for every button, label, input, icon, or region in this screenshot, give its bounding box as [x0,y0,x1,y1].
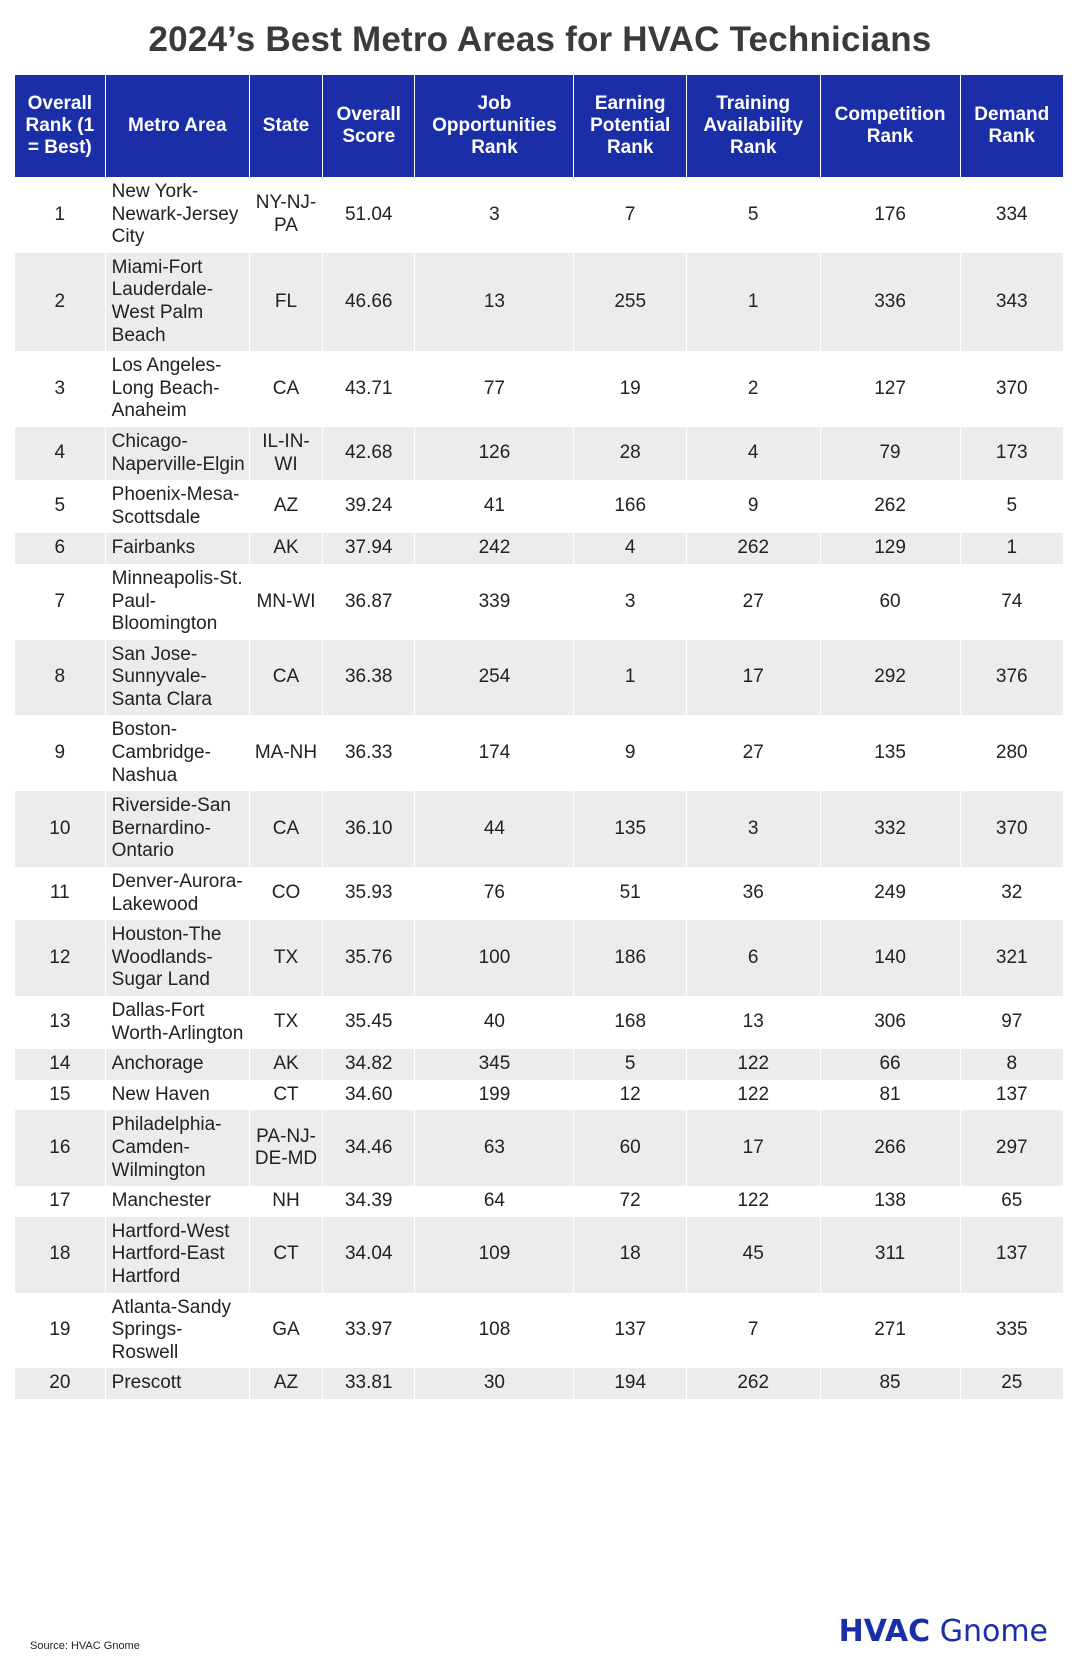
cell-competition-rank: 266 [820,1110,960,1186]
cell-training-availability-rank: 36 [686,867,820,920]
table-row [15,480,1063,533]
cell-job-opportunities-rank: 109 [415,1217,574,1293]
cell-earning-potential-rank: 194 [574,1368,686,1399]
cell-training-availability-rank: 7 [686,1293,820,1369]
cell-overall-score: 51.04 [323,177,415,253]
cell-overall-score: 37.94 [323,533,415,564]
cell-competition-rank: 138 [820,1186,960,1217]
cell-metro-area: Los Angeles-Long Beach-Anaheim [105,351,249,427]
brand-logo-bold: HVAC [838,1614,931,1649]
cell-overall-score: 34.39 [323,1186,415,1217]
cell-state: CA [249,351,322,427]
cell-job-opportunities-rank: 242 [415,533,574,564]
cell-overall-rank: 3 [15,351,105,427]
cell-metro-area: Hartford-West Hartford-East Hartford [105,1217,249,1293]
cell-earning-potential-rank: 168 [574,996,686,1049]
cell-state: AZ [249,1368,322,1399]
source-note: Source: HVAC Gnome [30,1640,140,1652]
cell-training-availability-rank: 3 [686,791,820,867]
cell-overall-score: 33.97 [323,1293,415,1369]
cell-overall-rank: 6 [15,533,105,564]
cell-job-opportunities-rank: 63 [415,1110,574,1186]
cell-job-opportunities-rank: 64 [415,1186,574,1217]
cell-competition-rank: 332 [820,791,960,867]
table-row [15,996,1063,1049]
cell-competition-rank: 81 [820,1080,960,1111]
cell-earning-potential-rank: 7 [574,177,686,253]
table-row [15,1186,1063,1217]
cell-metro-area: Fairbanks [105,533,249,564]
cell-metro-area: Manchester [105,1186,249,1217]
table-body [15,177,1063,1399]
cell-job-opportunities-rank: 41 [415,480,574,533]
cell-earning-potential-rank: 255 [574,253,686,351]
cell-overall-score: 35.93 [323,867,415,920]
cell-competition-rank: 135 [820,715,960,791]
cell-state: TX [249,920,322,996]
cell-job-opportunities-rank: 40 [415,996,574,1049]
cell-earning-potential-rank: 4 [574,533,686,564]
cell-competition-rank: 66 [820,1049,960,1080]
cell-state: CA [249,640,322,716]
cell-overall-score: 34.46 [323,1110,415,1186]
cell-training-availability-rank: 5 [686,177,820,253]
cell-demand-rank: 74 [960,564,1063,640]
table-row [15,533,1063,564]
cell-job-opportunities-rank: 77 [415,351,574,427]
cell-job-opportunities-rank: 199 [415,1080,574,1111]
cell-metro-area: Atlanta-Sandy Springs-Roswell [105,1293,249,1369]
cell-overall-rank: 14 [15,1049,105,1080]
cell-training-availability-rank: 122 [686,1186,820,1217]
cell-state: MA-NH [249,715,322,791]
cell-demand-rank: 334 [960,177,1063,253]
cell-demand-rank: 297 [960,1110,1063,1186]
cell-earning-potential-rank: 9 [574,715,686,791]
table-row [15,920,1063,996]
cell-demand-rank: 370 [960,351,1063,427]
cell-overall-score: 36.38 [323,640,415,716]
cell-overall-score: 43.71 [323,351,415,427]
cell-metro-area: Houston-The Woodlands-Sugar Land [105,920,249,996]
cell-metro-area: New York-Newark-Jersey City [105,177,249,253]
cell-earning-potential-rank: 3 [574,564,686,640]
cell-overall-rank: 9 [15,715,105,791]
column-header-demand-rank: Demand Rank [960,75,1063,177]
cell-demand-rank: 137 [960,1217,1063,1293]
cell-competition-rank: 140 [820,920,960,996]
cell-training-availability-rank: 13 [686,996,820,1049]
cell-job-opportunities-rank: 345 [415,1049,574,1080]
cell-metro-area: Boston-Cambridge-Nashua [105,715,249,791]
cell-training-availability-rank: 45 [686,1217,820,1293]
cell-overall-score: 35.76 [323,920,415,996]
table-row [15,1293,1063,1369]
cell-job-opportunities-rank: 174 [415,715,574,791]
cell-overall-rank: 10 [15,791,105,867]
cell-state: AK [249,1049,322,1080]
cell-competition-rank: 262 [820,480,960,533]
cell-training-availability-rank: 1 [686,253,820,351]
cell-overall-rank: 2 [15,253,105,351]
cell-overall-rank: 11 [15,867,105,920]
cell-competition-rank: 249 [820,867,960,920]
cell-earning-potential-rank: 137 [574,1293,686,1369]
cell-demand-rank: 376 [960,640,1063,716]
cell-job-opportunities-rank: 13 [415,253,574,351]
brand-logo [839,1614,1048,1649]
cell-job-opportunities-rank: 126 [415,427,574,480]
cell-earning-potential-rank: 18 [574,1217,686,1293]
cell-earning-potential-rank: 135 [574,791,686,867]
cell-overall-rank: 1 [15,177,105,253]
cell-training-availability-rank: 4 [686,427,820,480]
cell-demand-rank: 137 [960,1080,1063,1111]
cell-state: AZ [249,480,322,533]
cell-state: CT [249,1080,322,1111]
cell-training-availability-rank: 17 [686,1110,820,1186]
table-row [15,867,1063,920]
cell-metro-area: Minneapolis-St. Paul-Bloomington [105,564,249,640]
table-row [15,351,1063,427]
table-row [15,177,1063,253]
table-row [15,791,1063,867]
cell-metro-area: Phoenix-Mesa-Scottsdale [105,480,249,533]
cell-metro-area: Philadelphia-Camden-Wilmington [105,1110,249,1186]
page-title: 2024’s Best Metro Areas for HVAC Technicians [148,20,932,59]
cell-overall-score: 34.82 [323,1049,415,1080]
cell-overall-rank: 15 [15,1080,105,1111]
cell-competition-rank: 311 [820,1217,960,1293]
cell-state: PA-NJ-DE-MD [249,1110,322,1186]
cell-training-availability-rank: 6 [686,920,820,996]
table-row [15,715,1063,791]
table-row [15,564,1063,640]
cell-metro-area: Riverside-San Bernardino-Ontario [105,791,249,867]
cell-job-opportunities-rank: 44 [415,791,574,867]
cell-state: NH [249,1186,322,1217]
cell-overall-score: 35.45 [323,996,415,1049]
cell-state: IL-IN-WI [249,427,322,480]
cell-overall-rank: 7 [15,564,105,640]
cell-job-opportunities-rank: 76 [415,867,574,920]
cell-competition-rank: 79 [820,427,960,480]
cell-state: FL [249,253,322,351]
cell-state: TX [249,996,322,1049]
cell-state: MN-WI [249,564,322,640]
cell-competition-rank: 336 [820,253,960,351]
table-row [15,427,1063,480]
cell-metro-area: Denver-Aurora-Lakewood [105,867,249,920]
cell-state: CT [249,1217,322,1293]
cell-earning-potential-rank: 12 [574,1080,686,1111]
cell-demand-rank: 1 [960,533,1063,564]
cell-earning-potential-rank: 51 [574,867,686,920]
cell-overall-rank: 19 [15,1293,105,1369]
cell-overall-score: 36.33 [323,715,415,791]
cell-job-opportunities-rank: 3 [415,177,574,253]
cell-overall-score: 39.24 [323,480,415,533]
table-row [15,1217,1063,1293]
cell-competition-rank: 60 [820,564,960,640]
cell-earning-potential-rank: 60 [574,1110,686,1186]
cell-competition-rank: 129 [820,533,960,564]
cell-metro-area: Prescott [105,1368,249,1399]
cell-overall-score: 42.68 [323,427,415,480]
cell-demand-rank: 370 [960,791,1063,867]
cell-competition-rank: 127 [820,351,960,427]
cell-earning-potential-rank: 166 [574,480,686,533]
cell-training-availability-rank: 2 [686,351,820,427]
cell-overall-rank: 18 [15,1217,105,1293]
cell-training-availability-rank: 27 [686,715,820,791]
cell-earning-potential-rank: 28 [574,427,686,480]
cell-earning-potential-rank: 19 [574,351,686,427]
cell-demand-rank: 25 [960,1368,1063,1399]
cell-training-availability-rank: 27 [686,564,820,640]
cell-earning-potential-rank: 1 [574,640,686,716]
cell-demand-rank: 65 [960,1186,1063,1217]
cell-demand-rank: 97 [960,996,1063,1049]
cell-overall-score: 36.87 [323,564,415,640]
cell-metro-area: Anchorage [105,1049,249,1080]
cell-metro-area: San Jose-Sunnyvale-Santa Clara [105,640,249,716]
cell-metro-area: Dallas-Fort Worth-Arlington [105,996,249,1049]
cell-training-availability-rank: 262 [686,1368,820,1399]
cell-overall-score: 34.60 [323,1080,415,1111]
cell-training-availability-rank: 122 [686,1080,820,1111]
cell-state: NY-NJ-PA [249,177,322,253]
cell-overall-rank: 8 [15,640,105,716]
cell-overall-rank: 13 [15,996,105,1049]
table-header-row [15,75,1063,177]
cell-demand-rank: 280 [960,715,1063,791]
cell-state: GA [249,1293,322,1369]
cell-demand-rank: 343 [960,253,1063,351]
column-header-job-opportunities-rank: Job Opportunities Rank [415,75,574,177]
brand-logo-light: Gnome [939,1614,1048,1649]
cell-overall-rank: 12 [15,920,105,996]
column-header-metro-area: Metro Area [105,75,249,177]
table-row [15,1080,1063,1111]
cell-demand-rank: 32 [960,867,1063,920]
cell-overall-rank: 4 [15,427,105,480]
cell-overall-rank: 20 [15,1368,105,1399]
cell-job-opportunities-rank: 108 [415,1293,574,1369]
cell-competition-rank: 306 [820,996,960,1049]
cell-state: CA [249,791,322,867]
cell-training-availability-rank: 9 [686,480,820,533]
cell-earning-potential-rank: 5 [574,1049,686,1080]
cell-competition-rank: 292 [820,640,960,716]
cell-overall-rank: 5 [15,480,105,533]
table-row [15,1368,1063,1399]
cell-state: CO [249,867,322,920]
column-header-overall-rank: Overall Rank (1 = Best) [15,75,105,177]
column-header-competition-rank: Competition Rank [820,75,960,177]
ranking-table [15,75,1063,1399]
cell-overall-score: 36.10 [323,791,415,867]
cell-training-availability-rank: 262 [686,533,820,564]
cell-demand-rank: 8 [960,1049,1063,1080]
cell-demand-rank: 173 [960,427,1063,480]
cell-overall-rank: 16 [15,1110,105,1186]
cell-demand-rank: 335 [960,1293,1063,1369]
cell-earning-potential-rank: 72 [574,1186,686,1217]
cell-training-availability-rank: 17 [686,640,820,716]
cell-metro-area: Miami-Fort Lauderdale-West Palm Beach [105,253,249,351]
table-row [15,1049,1063,1080]
cell-job-opportunities-rank: 254 [415,640,574,716]
cell-metro-area: Chicago-Naperville-Elgin [105,427,249,480]
table-row [15,253,1063,351]
cell-earning-potential-rank: 186 [574,920,686,996]
cell-competition-rank: 85 [820,1368,960,1399]
cell-demand-rank: 5 [960,480,1063,533]
cell-overall-score: 34.04 [323,1217,415,1293]
cell-training-availability-rank: 122 [686,1049,820,1080]
column-header-state: State [249,75,322,177]
cell-competition-rank: 176 [820,177,960,253]
table-row [15,640,1063,716]
cell-demand-rank: 321 [960,920,1063,996]
cell-overall-score: 33.81 [323,1368,415,1399]
column-header-training-availability-rank: Training Availability Rank [686,75,820,177]
cell-metro-area: New Haven [105,1080,249,1111]
cell-job-opportunities-rank: 339 [415,564,574,640]
cell-competition-rank: 271 [820,1293,960,1369]
cell-job-opportunities-rank: 100 [415,920,574,996]
cell-state: AK [249,533,322,564]
cell-overall-score: 46.66 [323,253,415,351]
cell-overall-rank: 17 [15,1186,105,1217]
column-header-overall-score: Overall Score [323,75,415,177]
column-header-earning-potential-rank: Earning Potential Rank [574,75,686,177]
cell-job-opportunities-rank: 30 [415,1368,574,1399]
table-row [15,1110,1063,1186]
